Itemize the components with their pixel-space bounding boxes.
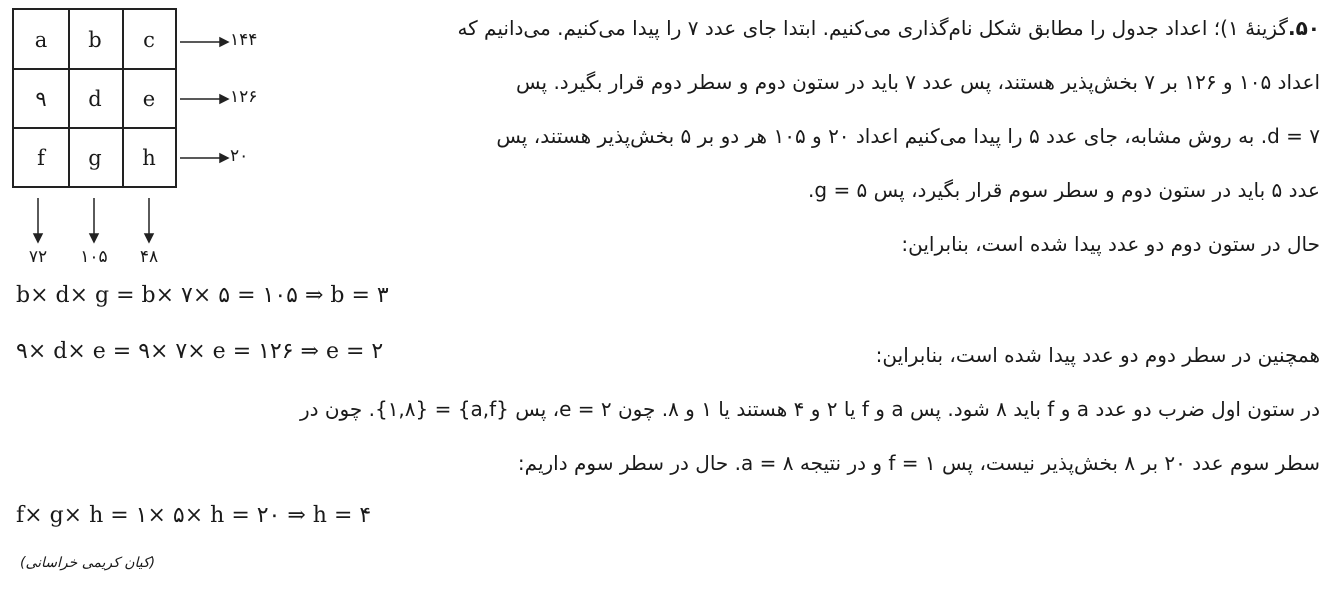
grid-cell-h: h — [142, 145, 156, 170]
paragraph-text: گزینۀ ۱)؛ اعداد جدول را مطابق شکل نام‌گذاری می‌کنیم. ابتدا جای عدد ۷ را پیدا می‌کنیم. می‌دانیم که — [457, 16, 1288, 40]
paragraph-line-8: سطر سوم عدد ۲۰ بر ۸ بخش‌پذیر نیست، پس f = ۱ و در نتیجه a = ۸. حال در سطر سوم داریم: — [517, 451, 1320, 475]
paragraph-line-2: اعداد ۱۰۵ و ۱۲۶ بر ۷ بخش‌پذیر هستند، پس عدد ۷ باید در ستون دوم و سطر دوم قرار بگیرد. پس — [516, 70, 1320, 94]
row-sum-3: ۲۰ — [230, 146, 249, 166]
right-arrow-icon — [220, 154, 228, 162]
grid-cell-c: c — [143, 27, 155, 52]
right-arrow-icon — [220, 38, 228, 46]
equation-e: ۹× d× e = ۹× ۷× e = ۱۲۶ ⇒ e = ۲ — [16, 339, 384, 364]
down-arrow-icon — [34, 234, 42, 242]
arrows — [0, 0, 320, 280]
paragraph-line-6: همچنین در سطر دوم دو عدد پیدا شده است، بنابراین: — [875, 343, 1320, 367]
grid-cell-d: d — [88, 86, 102, 111]
paragraph-line-7: در ستون اول ضرب دو عدد a و f باید ۸ شود. پس a و f یا ۲ و ۴ هستند یا ۱ و ۸. چون e = ۲، پس {a,f} = {۱,۸}. چون در — [299, 397, 1320, 421]
grid-cell-g: g — [88, 145, 102, 170]
col-sum-2: ۱۰۵ — [80, 247, 108, 267]
down-arrow-icon — [145, 234, 153, 242]
col-sum-1: ۷۲ — [28, 247, 48, 267]
row-sum-1: ۱۴۴ — [230, 30, 258, 50]
grid-cell-9: ۹ — [35, 86, 47, 111]
down-arrow-icon — [90, 234, 98, 242]
author-signature: (کیان کریمی خراسانی) — [20, 555, 156, 571]
right-arrow-icon — [220, 95, 228, 103]
grid-cell-f: f — [37, 145, 45, 170]
paragraph-line-4: عدد ۵ باید در ستون دوم و سطر سوم قرار بگیرد، پس g = ۵. — [808, 178, 1320, 202]
paragraph-line-3: d = ۷. به روش مشابه، جای عدد ۵ را پیدا می‌کنیم اعداد ۲۰ و ۱۰۵ هر دو بر ۵ بخش‌پذیر هستند، پس — [496, 124, 1320, 148]
grid-cell-a: a — [34, 27, 48, 52]
question-number: ۵۰. — [1287, 16, 1320, 40]
paragraph-line-5: حال در ستون دوم دو عدد پیدا شده است، بنابراین: — [901, 232, 1320, 256]
paragraph-line-1 — [457, 16, 1320, 40]
grid-cell-b: b — [88, 27, 102, 52]
equation-h: f× g× h = ۱× ۵× h = ۲۰ ⇒ h = ۴ — [16, 503, 372, 528]
equation-b: b× d× g = b× ۷× ۵ = ۱۰۵ ⇒ b = ۳ — [16, 283, 389, 308]
col-sum-3: ۴۸ — [139, 247, 159, 267]
row-sum-2: ۱۲۶ — [230, 87, 258, 107]
grid-cell-e: e — [142, 86, 156, 111]
